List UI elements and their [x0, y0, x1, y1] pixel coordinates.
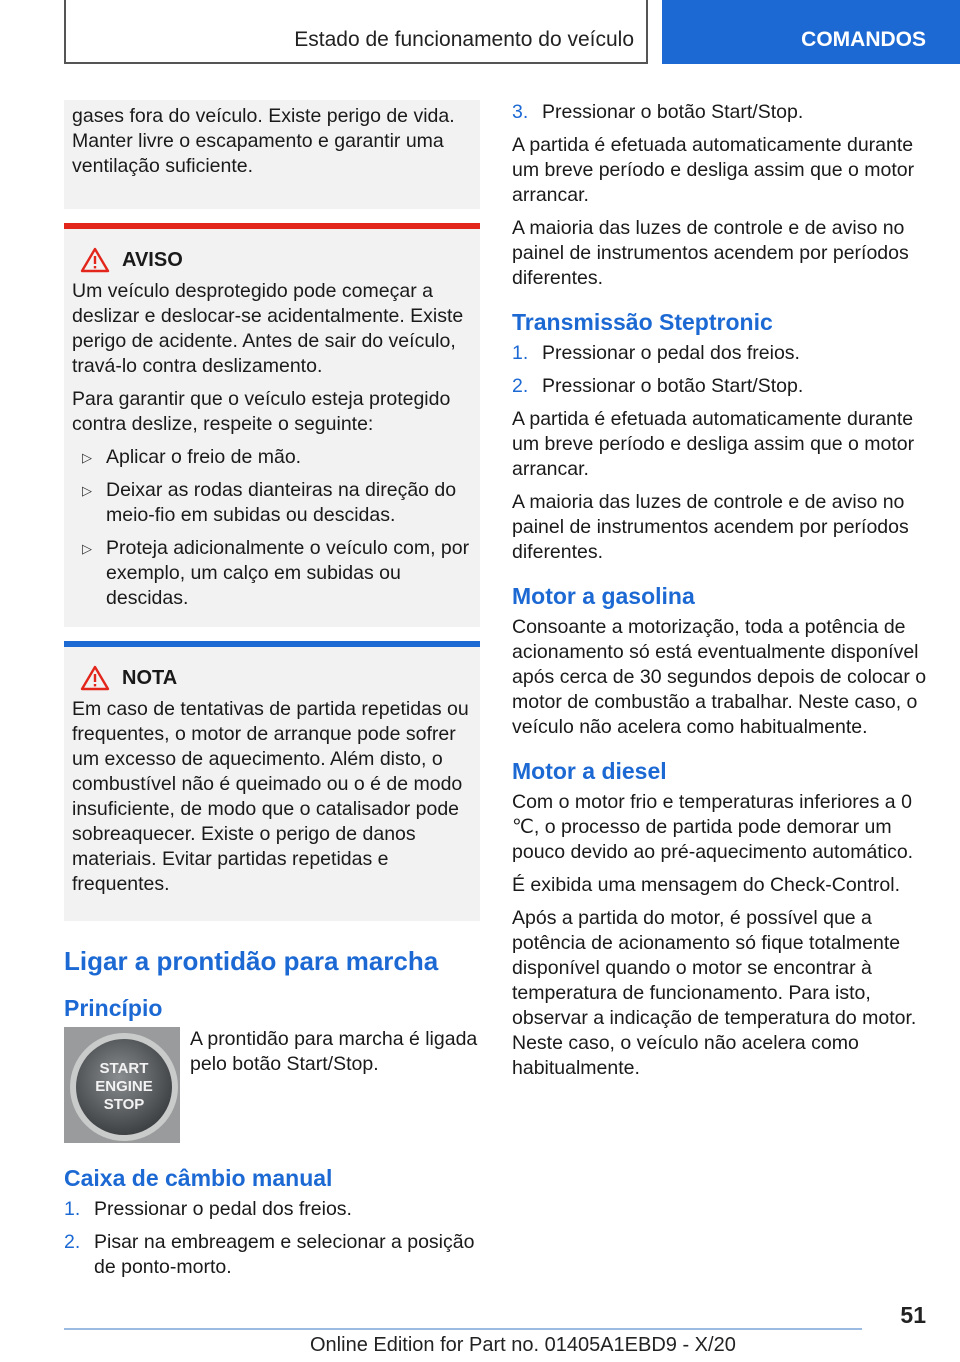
- step-number: 3.: [512, 101, 529, 123]
- gasoline-heading: Motor a gasolina: [512, 583, 695, 609]
- intro-text: gases fora do veículo. Existe perigo de vida. Manter livre o escapamento e garantir uma ventilação suficiente.: [72, 105, 455, 177]
- step-number: 1.: [64, 1198, 81, 1220]
- chapter-tab[interactable]: COMANDOS: [662, 0, 960, 64]
- note-label: NOTA: [122, 666, 178, 689]
- diesel-text-1: Com o motor frio e temperaturas inferiores a 0 ℃, o processo de partida pode demorar um pouco devido ao pré-aquecimento automático.: [512, 791, 914, 863]
- list-item: ▷ Aplicar o freio de mão.: [82, 446, 302, 468]
- warning-box: [64, 223, 480, 627]
- manual-steps: [64, 1197, 480, 1280]
- caution-triangle-icon: [80, 665, 110, 691]
- warning-text-2: Para garantir que o veículo esteja protegido contra deslize, respeite o seguinte:: [72, 388, 451, 435]
- step-number: 2.: [512, 375, 529, 397]
- list-item: ▷ Deixar as rodas dianteiras na direção do meio-fio em subidas ou descidas.: [82, 479, 457, 526]
- warning-head: [72, 247, 472, 273]
- footer-divider: [64, 1328, 862, 1330]
- manual-text-1: A partida é efetuada automaticamente durante um breve período e desliga assim que o motor arrancar.: [512, 134, 915, 206]
- button-line-2: ENGINE: [95, 1078, 153, 1095]
- list-item: ▷ Proteja adicionalmente o veículo com, por exemplo, um calço em subidas ou descidas.: [82, 537, 470, 609]
- intro-box: [64, 100, 480, 209]
- start-stop-button-icon: [64, 1027, 180, 1143]
- manual-heading: Caixa de câmbio manual: [64, 1165, 333, 1191]
- section-title: Estado de funcionamento do veículo: [294, 28, 634, 51]
- button-line-1: START: [99, 1060, 149, 1077]
- steptronic-heading: Transmissão Steptronic: [512, 309, 773, 335]
- button-line-3: STOP: [103, 1096, 145, 1113]
- steptronic-steps: [512, 341, 942, 399]
- list-item: 3. Pressionar o botão Start/Stop.: [512, 101, 804, 123]
- list-item: 2. Pressionar o botão Start/Stop.: [512, 375, 804, 397]
- list-item: 1. Pressionar o pedal dos freios.: [64, 1198, 352, 1220]
- left-column: [64, 100, 480, 1288]
- page-number: 51: [900, 1302, 926, 1328]
- warning-text-1: Um veículo desprotegido pode começar a deslizar e deslocar-se acidentalmente. Existe perigo de acidente. Antes de sair do veículo, travá-lo contra deslizamento.: [72, 280, 464, 377]
- bullet-triangle-icon: ▷: [82, 541, 92, 556]
- principle-block: [64, 1027, 480, 1143]
- principle-text: A prontidão para marcha é ligada pelo botão Start/Stop.: [190, 1028, 478, 1075]
- manual-text-2: A maioria das luzes de controle e de aviso no painel de instrumentos acendem por períodos diferentes.: [512, 217, 909, 289]
- list-item: 2. Pisar na embreagem e selecionar a posição de ponto-morto.: [64, 1231, 475, 1278]
- section-heading: Ligar a prontidão para marcha: [64, 946, 439, 976]
- steptronic-text-2: A maioria das luzes de controle e de aviso no painel de instrumentos acendem por períodos diferentes.: [512, 491, 909, 563]
- bullet-triangle-icon: ▷: [82, 483, 92, 498]
- warning-bullets: [72, 445, 472, 611]
- right-column: [512, 100, 942, 1089]
- diesel-text-2: É exibida uma mensagem do Check-Control.: [512, 874, 901, 896]
- footer-edition: Online Edition for Part no. 01405A1EBD9 - X/20: [310, 1334, 736, 1356]
- warning-label: AVISO: [122, 248, 183, 271]
- header-box: [64, 0, 648, 64]
- manual-step-3: [512, 100, 942, 125]
- diesel-text-3: Após a partida do motor, é possível que a potência de acionamento só fique totalmente disponível quando o motor se encontrar à temperatura de funcionamento. Para isto, observar a indicação de temperatura do motor. Neste caso, o veículo não acelera como habitualmente.: [512, 907, 917, 1079]
- step-number: 2.: [64, 1231, 81, 1253]
- warning-triangle-icon: [80, 247, 110, 273]
- diesel-heading: Motor a diesel: [512, 758, 667, 784]
- list-item: 1. Pressionar o pedal dos freios.: [512, 342, 800, 364]
- steptronic-text-1: A partida é efetuada automaticamente durante um breve período e desliga assim que o motor arrancar.: [512, 408, 915, 480]
- gasoline-text: Consoante a motorização, toda a potência de acionamento só está eventualmente disponível após cerca de 30 segundos depois de colocar o motor de combustão a trabalhar. Neste caso, o veículo não acelera como habitualmente.: [512, 616, 927, 738]
- principle-heading: Princípio: [64, 995, 163, 1021]
- bullet-triangle-icon: ▷: [82, 450, 92, 465]
- start-stop-button-image: [64, 1027, 180, 1143]
- note-box: [64, 641, 480, 921]
- step-number: 1.: [512, 342, 529, 364]
- note-head: [72, 665, 472, 691]
- note-text: Em caso de tentativas de partida repetidas ou frequentes, o motor de arranque pode sofrer um excesso de aquecimento. Além disto, o combustível não é queimado ou o é de modo insuficiente, de modo que o catalisador pode sobreaquecer. Existe o perigo de danos materiais. Evitar partidas repetidas e frequentes.: [72, 698, 469, 895]
